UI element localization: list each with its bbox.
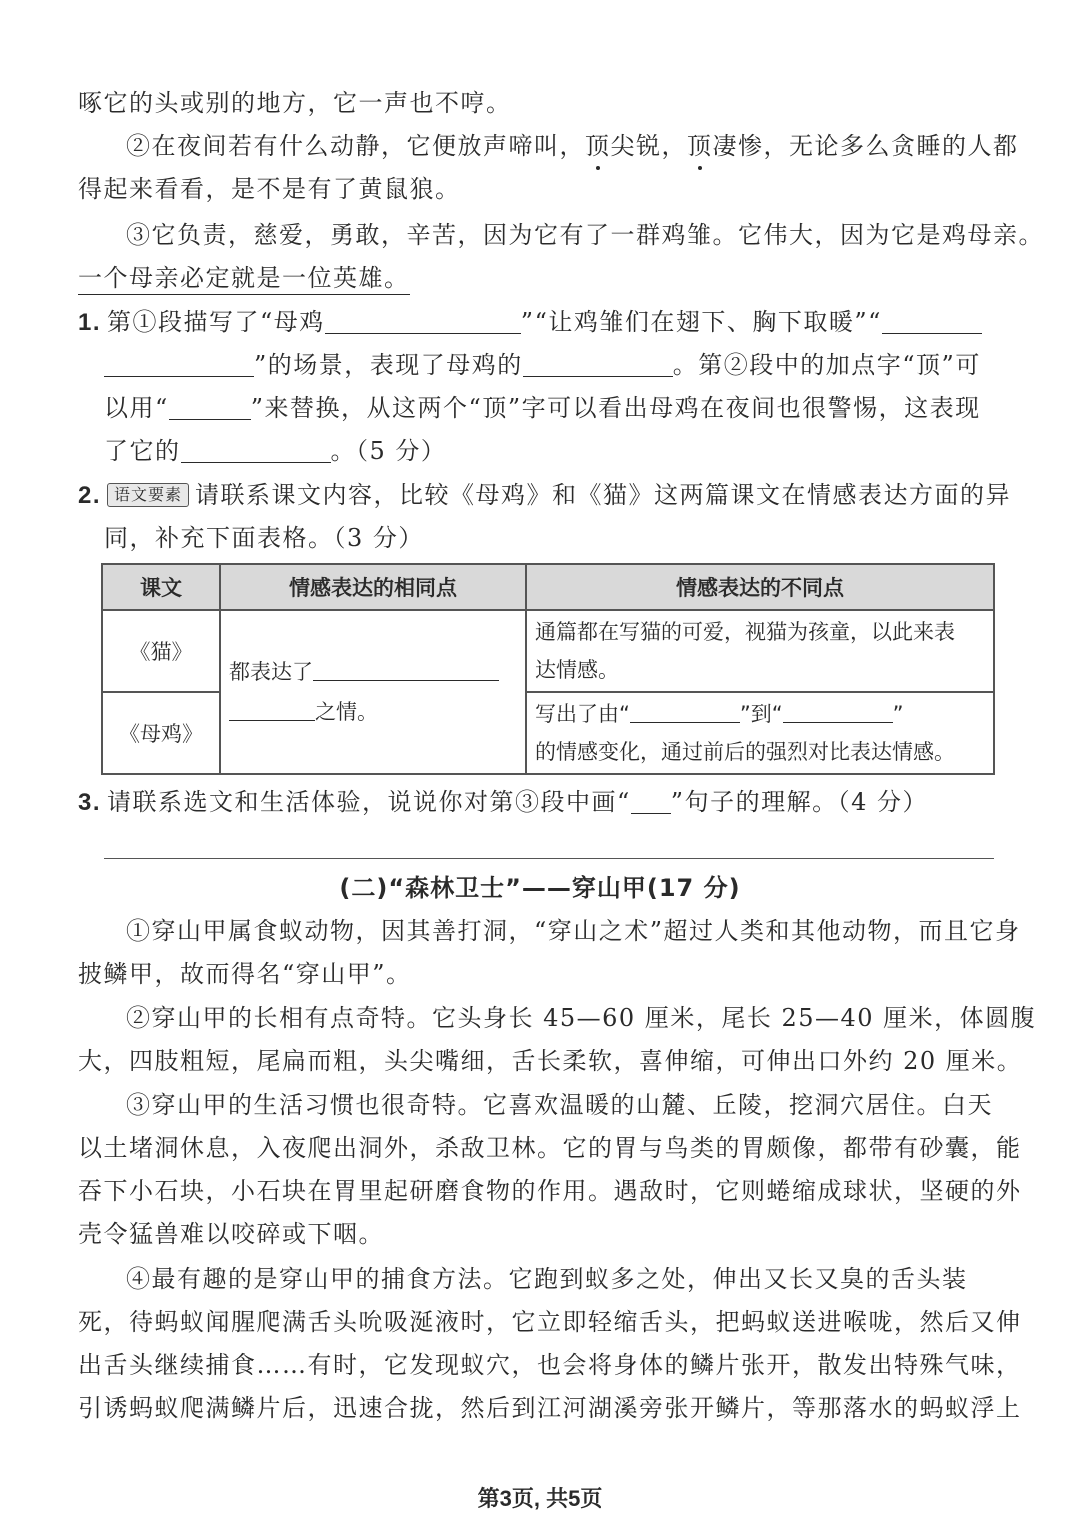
answer-blank[interactable] (169, 395, 251, 420)
text: 得起来看看，是不是有了黄鼠狼。 (78, 175, 461, 203)
text: ③它负责，慈爱，勇敢，辛苦，因为它有了一群鸡雏。它伟大，因为它是鸡母亲。 (126, 221, 1044, 249)
passage-line (78, 1305, 1022, 1339)
section-title: (二)“森林卫士”——穿山甲(17 分) (339, 874, 741, 902)
question-1-line-2 (104, 348, 998, 382)
text: ”“让鸡雏们在翅下、胸下取暖”“ (520, 308, 882, 336)
passage2-paragraph-3 (126, 1088, 998, 1122)
text: 披鳞甲，故而得名“穿山甲”。 (78, 960, 412, 988)
underlined-sentence: 一个母亲必定就是一位英雄。 (78, 264, 410, 295)
text: 壳令猛兽难以咬碎或下咽。 (78, 1220, 384, 1248)
passage-line (78, 261, 998, 295)
answer-blank[interactable] (630, 702, 740, 723)
passage-line (78, 86, 998, 120)
underline-mark (631, 789, 671, 814)
text: 请联系选文和生活体验，说说你对第③段中画“ (107, 788, 631, 816)
text: 请联系课文内容，比较《母鸡》和《猫》这两篇课文在情感表达方面的异 (195, 481, 1012, 509)
passage-line (78, 957, 998, 991)
answer-blank[interactable] (104, 352, 254, 377)
text: ②在夜间若有什么动静，它便放声啼叫， (126, 132, 585, 160)
text: 第①段描写了“母鸡 (107, 308, 325, 336)
text: 。（5 分） (330, 437, 447, 465)
question-number: 1. (78, 309, 102, 336)
passage2-paragraph-1 (126, 914, 1021, 948)
answer-blank[interactable] (325, 309, 521, 334)
table-row (102, 610, 994, 692)
question-number: 2. (78, 482, 102, 509)
text: 通篇都在写猫的可爱，视猫为孩童，以此来表 (535, 620, 955, 644)
table-cell-diff (526, 610, 994, 692)
table-header-row (102, 564, 994, 610)
passage-line (78, 1044, 1023, 1078)
text: ③穿山甲的生活习惯也很奇特。它喜欢温暖的山麓、丘陵，挖洞穴居住。白天 (126, 1091, 993, 1119)
question-1-line-4 (104, 434, 998, 468)
dotted-char: 顶 (585, 129, 611, 163)
table-header: 情感表达的相同点 (220, 564, 526, 610)
table-cell-diff (526, 692, 994, 774)
text: 死，待蚂蚁闻腥爬满舌头吮吸涎液时，它立即轻缩舌头，把蚂蚁送进喉咙，然后又伸 (78, 1308, 1022, 1336)
comparison-table (101, 563, 995, 775)
answer-blank[interactable] (523, 352, 673, 377)
text: 了它的 (104, 437, 181, 465)
text: ②穿山甲的长相有点奇特。它头身长 45—60 厘米，尾长 25—40 厘米，体圆腹 (126, 1004, 1037, 1032)
answer-blank[interactable] (313, 660, 499, 681)
text: 以用“ (104, 394, 169, 422)
question-1-line-3 (104, 391, 998, 425)
passage-paragraph-2 (126, 129, 1019, 163)
element-tag: 语文要素 (107, 483, 189, 507)
text: 引诱蚂蚁爬满鳞片后，迅速合拢，然后到江河湖溪旁张开鳞片，等那落水的蚂蚁浮上 (78, 1394, 1022, 1422)
question-number: 3. (78, 789, 102, 816)
passage-line (78, 1348, 1022, 1382)
text: 吞下小石块，小石块在胃里起研磨食物的作用。遇敌时，它则蜷缩成球状，坚硬的外 (78, 1177, 1022, 1205)
text: 同，补充下面表格。（3 分） (104, 524, 424, 552)
text: 尖锐， (610, 132, 687, 160)
question-2 (78, 478, 1012, 513)
answer-blank[interactable] (229, 700, 315, 721)
text: 。第②段中的加点字“顶”可 (672, 351, 981, 379)
passage-paragraph-3 (126, 218, 1044, 252)
table-cell-same (220, 610, 526, 774)
passage2-paragraph-2 (126, 1001, 1037, 1035)
text: 写出了由“ (535, 702, 630, 726)
text: ” (892, 702, 904, 726)
table-header: 课文 (102, 564, 220, 610)
passage-line (78, 1391, 1022, 1425)
text: ”句子的理解。（4 分） (670, 788, 928, 816)
question-2-line-2 (104, 521, 998, 555)
section-divider (104, 858, 994, 859)
page-number: 第3页, 共5页 (477, 1486, 603, 1511)
text: 的情感变化，通过前后的强烈对比表达情感。 (535, 740, 955, 764)
passage-line (78, 1217, 998, 1251)
text: 之情。 (315, 700, 378, 724)
answer-blank[interactable] (882, 309, 982, 334)
text: 啄它的头或别的地方，它一声也不哼。 (78, 89, 512, 117)
text: 都表达了 (229, 660, 313, 684)
passage-line (78, 1174, 1022, 1208)
dotted-char: 顶 (687, 129, 713, 163)
table-cell-title: 《猫》 (102, 610, 220, 692)
text: 大，四肢粗短，尾扁而粗，头尖嘴细，舌长柔软，喜伸缩，可伸出口外约 20 厘米。 (78, 1047, 1023, 1075)
passage2-paragraph-4 (126, 1262, 998, 1296)
table-header: 情感表达的不同点 (526, 564, 994, 610)
text: ”的场景，表现了母鸡的 (254, 351, 523, 379)
answer-blank[interactable] (783, 702, 893, 723)
text: 凄惨，无论多么贪睡的人都 (712, 132, 1019, 160)
table-cell-title: 《母鸡》 (102, 692, 220, 774)
text: 达情感。 (535, 658, 619, 682)
text: 出舌头继续捕食……有时，它发现蚁穴，也会将身体的鳞片张开，散发出特殊气味， (78, 1351, 1022, 1379)
question-1 (78, 305, 998, 340)
text: 以土堵洞休息，入夜爬出洞外，杀敌卫林。它的胃与鸟类的胃颇像，都带有砂囊，能 (78, 1134, 1022, 1162)
text: ”到“ (739, 702, 783, 726)
passage-line (78, 172, 998, 206)
text: ①穿山甲属食蚁动物，因其善打洞，“穿山之术”超过人类和其他动物，而且它身 (126, 917, 1021, 945)
passage-line (78, 1131, 1022, 1165)
question-3 (78, 785, 998, 820)
text: ”来替换，从这两个“顶”字可以看出母鸡在夜间也很警惕，这表现 (250, 394, 981, 422)
text: ④最有趣的是穿山甲的捕食方法。它跑到蚁多之处，伸出又长又臭的舌头装 (126, 1265, 968, 1293)
answer-blank[interactable] (181, 438, 331, 463)
